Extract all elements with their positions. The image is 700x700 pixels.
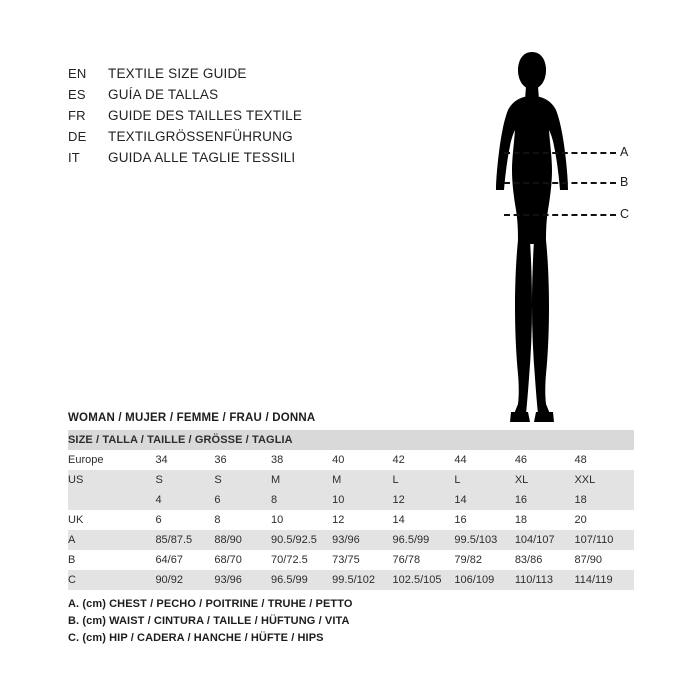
table-row [68,470,634,490]
cell: 48 [574,450,634,470]
cell: L [393,470,455,490]
measure-line-a [504,152,616,154]
language-row [68,84,488,105]
cell: M [332,470,392,490]
cell: 42 [393,450,455,470]
cell: 90/92 [155,570,214,590]
cell: 83/86 [515,550,575,570]
language-row [68,105,488,126]
cell: 18 [574,490,634,510]
cell: 14 [393,510,455,530]
language-title: GUIDE DES TAILLES TEXTILE [108,108,303,123]
cell: 79/82 [454,550,514,570]
cell: S [214,470,271,490]
cell: 70/72.5 [271,550,332,570]
table-row [68,530,634,550]
row-label: US [68,470,155,490]
measurement-notes [68,596,518,647]
cell: XL [515,470,575,490]
cell: 6 [155,510,214,530]
cell: 8 [214,510,271,530]
cell: XXL [574,470,634,490]
cell: M [271,470,332,490]
cell: 10 [332,490,392,510]
cell: 40 [332,450,392,470]
table-row [68,550,634,570]
cell: 12 [393,490,455,510]
measure-label-a: A [620,145,629,159]
cell: 10 [271,510,332,530]
cell: 114/119 [574,570,634,590]
language-row [68,126,488,147]
cell: 104/107 [515,530,575,550]
table-header-label: SIZE / TALLA / TAILLE / GRÖSSE / TAGLIA [68,430,634,450]
language-code: ES [68,87,86,102]
language-code: DE [68,129,87,144]
cell: 99.5/102 [332,570,392,590]
language-title-block [68,63,488,168]
row-label: B [68,550,155,570]
table-row [68,510,634,530]
row-label: C [68,570,155,590]
cell: 64/67 [155,550,214,570]
cell: 18 [515,510,575,530]
row-label: UK [68,510,155,530]
cell: 6 [214,490,271,510]
cell: 96.5/99 [393,530,455,550]
language-row [68,63,488,84]
table-row [68,490,634,510]
cell: 85/87.5 [155,530,214,550]
cell: 38 [271,450,332,470]
cell: 4 [155,490,214,510]
language-title: GUIDA ALLE TAGLIE TESSILI [108,150,296,165]
cell: 90.5/92.5 [271,530,332,550]
language-code: EN [68,66,87,81]
female-figure [470,48,640,438]
cell: 14 [454,490,514,510]
measure-label-b: B [620,175,629,189]
language-title: GUÍA DE TALLAS [108,87,219,102]
cell: 20 [574,510,634,530]
cell: 99.5/103 [454,530,514,550]
row-label: A [68,530,155,550]
note-waist: B. (cm) WAIST / CINTURA / TAILLE / HÜFTUNG / VITA [68,615,350,627]
cell: 110/113 [515,570,575,590]
cell: 68/70 [214,550,271,570]
cell: 93/96 [332,530,392,550]
cell: 96.5/99 [271,570,332,590]
cell: S [155,470,214,490]
measure-line-c [504,214,616,216]
cell: 44 [454,450,514,470]
cell: 88/90 [214,530,271,550]
table-header-row [68,430,634,450]
cell: 12 [332,510,392,530]
table-row [68,450,634,470]
cell: 93/96 [214,570,271,590]
cell: 106/109 [454,570,514,590]
measure-line-b [504,182,616,184]
cell: 46 [515,450,575,470]
size-table [68,430,634,590]
measure-label-c: C [620,207,630,221]
row-label [68,490,155,510]
language-title: TEXTILGRÖSSENFÜHRUNG [108,129,293,144]
language-title: TEXTILE SIZE GUIDE [108,66,247,81]
language-code: FR [68,108,86,123]
table-row [68,570,634,590]
table-category-title: WOMAN / MUJER / FEMME / FRAU / DONNA [68,412,316,424]
size-table-block [68,412,634,590]
cell: L [454,470,514,490]
language-code: IT [68,150,80,165]
cell: 16 [454,510,514,530]
cell: 73/75 [332,550,392,570]
cell: 87/90 [574,550,634,570]
cell: 16 [515,490,575,510]
row-label: Europe [68,450,155,470]
cell: 76/78 [393,550,455,570]
language-row [68,147,488,168]
cell: 102.5/105 [393,570,455,590]
cell: 8 [271,490,332,510]
cell: 36 [214,450,271,470]
cell: 107/110 [574,530,634,550]
note-hip: C. (cm) HIP / CADERA / HANCHE / HÜFTE / HIPS [68,632,324,644]
cell: 34 [155,450,214,470]
female-silhouette-icon [470,48,640,438]
note-chest: A. (cm) CHEST / PECHO / POITRINE / TRUHE / PETTO [68,598,353,610]
